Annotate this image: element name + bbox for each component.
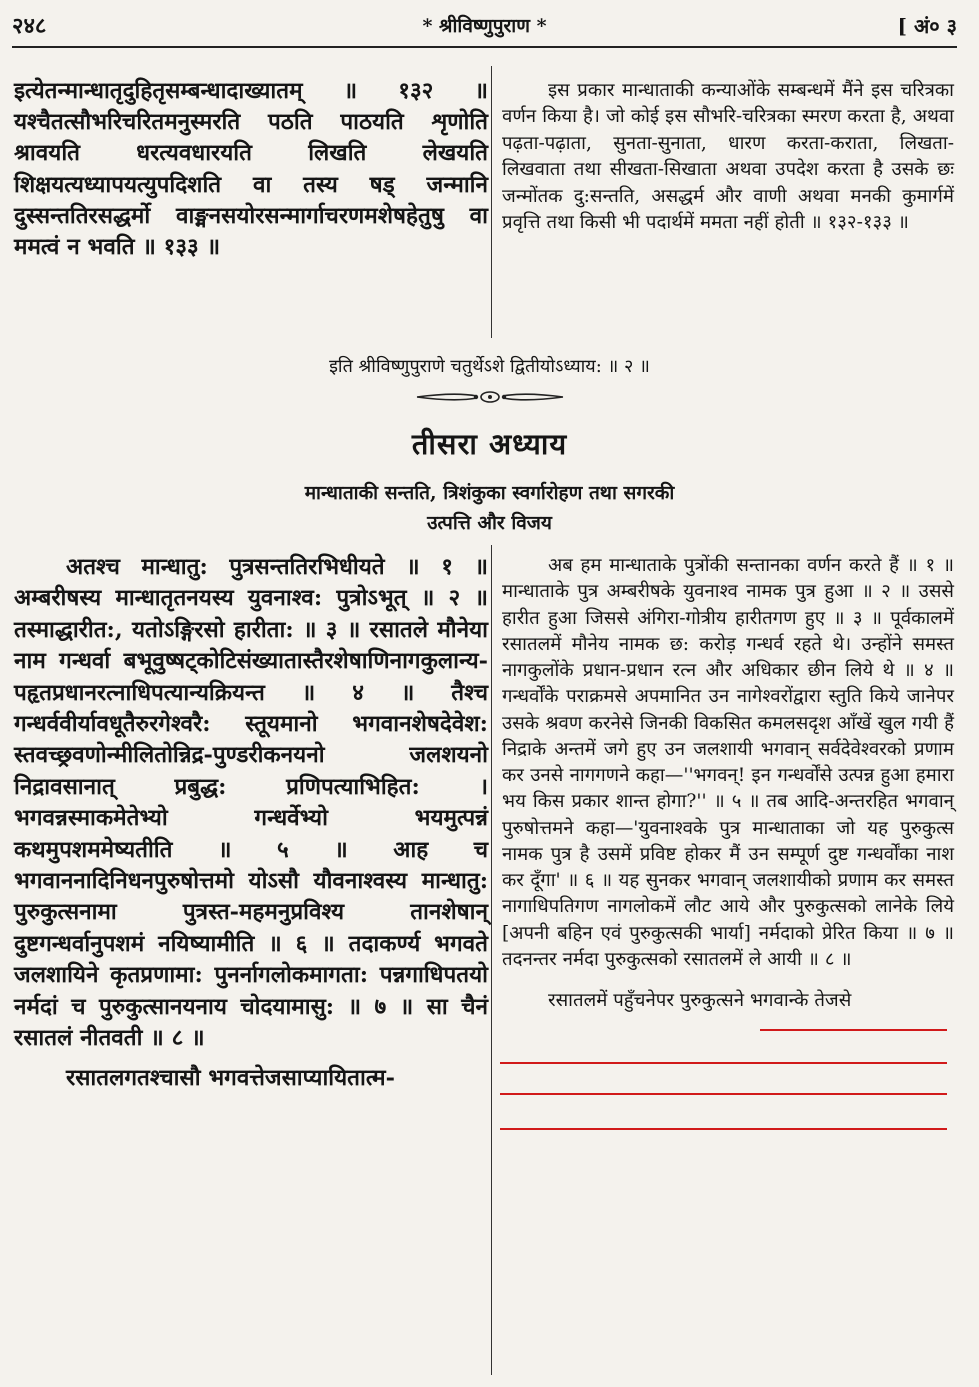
ornament-icon (415, 386, 565, 408)
chapter-subtitle-line1: मान्धाताकी सन्तति, त्रिशंकुका स्वर्गारोहण तथा सगरकी (304, 482, 675, 504)
red-underline-2 (500, 1062, 947, 1064)
ornament-divider (0, 386, 979, 412)
hindi-translation-1-8: अब हम मान्धाताके पुत्रोंकी सन्तानका वर्णन करते हैं ॥ १ ॥ मान्धाताके पुत्र अम्बरीषके युवनाश्व नामक पुत्र हुआ ॥ २ ॥ उससे हारीत हुआ जिससे अंगिरा-गोत्रीय हारीतगण हुए ॥ ३ ॥ पूर्वकालमें रसातलमें मौनेय नामक छ: करोड़ गन्धर्व रहते थे। उन्होंने समस्त नागकुलोंके प्रधान-प्रधान रत्न और अधिकार छीन लिये थे ॥ ४ ॥ गन्धर्वोंके पराक्रमसे अपमानित उन नागेश्वरोंद्वारा स्तुति किये जानेपर उसके श्रवण करनेसे जिनकी विकसित कमलसदृश आँखें खुल गयी हैं निद्राके अन्तमें जगे हुए उन जलशायी भगवान् सर्वदेवेश्वरको प्रणाम कर उनसे नागगणने कहा—''भगवन्! इन गन्धर्वोंसे उत्पन्न हुआ हमारा भय किस प्रकार शान्त होगा?'' ॥ ५ ॥ तब आदि-अन्तरहित भगवान् पुरुषोत्तमने कहा—'युवनाश्वके पुत्र मान्धाताका जो यह पुरुकुत्स नामक पुत्र है उसमें प्रविष्ट होकर मैं उन सम्पूर्ण दुष्ट गन्धर्वोंका नाश कर दूँगा' ॥ ६ ॥ यह सुनकर भगवान् जलशायीको प्रणाम कर समस्त नागाधिपतिगण नागलोकमें लौट आये और पुरुकुत्सको लानेके लिये [अपनी बहिन एवं पुरुकुत्सकी भार्या] नर्मदाको प्रेरित किया ॥ ७ ॥ तदनन्तर नर्मदा पुरुकुत्सको रसातलमें ले आयी ॥ ८ ॥ (502, 555, 955, 970)
page-header (12, 6, 957, 44)
page-number: २४८ (12, 13, 47, 39)
chapter-title: तीसरा अध्याय (411, 427, 568, 461)
sanskrit-column-2 (14, 552, 488, 1094)
header-rule (12, 46, 957, 48)
hindi-translation-132-133: इस प्रकार मान्धाताकी कन्याओंके सम्बन्धमें मैंने इस चरित्रका वर्णन किया है। जो कोई इस सौभरि-चरित्रका स्मरण करता है, अथवा पढ़ता-पढ़ाता, सुनता-सुनाता, धारण करता-कराता, लिखता-लिखवाता तथा सीखता-सिखाता अथवा उपदेश करता है उसके छः जन्मोंतक दु:सन्तति, असद्धर्म और वाणी अथवा मनकी कुमार्गमें प्रवृत्ति तथा किसी भी पदार्थमें ममता नहीं होती ॥ १३२-१३३ ॥ (502, 80, 954, 234)
red-underline-1 (760, 1029, 947, 1031)
hindi-column-2 (502, 553, 954, 1014)
sanskrit-verses-1-8: अतश्च मान्धातु: पुत्रसन्ततिरभिधीयते ॥ १ ॥ अम्बरीषस्य मान्धातृतनयस्य युवनाश्व: पुत्रोऽभूत् ॥ २ ॥ तस्माद्धारीत:, यतोऽङ्गिरसो हारीता: ॥ ३ ॥ रसातले मौनेया नाम गन्धर्वा बभूवुष्षट्कोटिसंख्यातास्तैरशेषाणिनागकुलान्य-पहृतप्रधानरत्नाधिपत्यान्यक्रियन्त ॥ ४ ॥ तैश्च गन्धर्ववीर्यावधूतैरुरगेश्वरै: स्तूयमानो भगवानशेषदेवेश: स्तवच्छ्रवणोन्मीलितोन्निद्र-पुण्डरीकनयनो जलशयनो निद्रावसानात् प्रबुद्ध: प्रणिपत्याभिहित: । भगवन्नस्माकमेतेभ्यो गन्धर्वेभ्यो भयमुत्पन्नं कथमुपशममेष्यतीति ॥ ५ ॥ आह च भगवाननादिनिधनपुरुषोत्तमो योऽसौ यौवनाश्वस्य मान्धातु: पुरुकुत्सनामा पुत्रस्त-महमनुप्रविश्य तानशेषान् दुष्टगन्धर्वानुपशमं नयिष्यामीति ॥ ६ ॥ तदाकर्ण्य भगवते जलशायिने कृतप्रणामा: पुनर्नागलोकमागता: पन्नगाधिपतयो नर्मदां च पुरुकुत्सानयनाय चोदयामासु: ॥ ७ ॥ सा चैनं रसातलं नीतवती ॥ ८ ॥ (14, 554, 488, 1052)
column-divider-1 (491, 66, 492, 338)
column-divider-2 (491, 545, 492, 1375)
chapter-colophon: इति श्रीविष्णुपुराणे चतुर्थेऽशे द्वितीयोऽध्याय: ॥ २ ॥ (329, 356, 650, 377)
red-underline-4 (500, 1128, 947, 1130)
sanskrit-column-1 (14, 76, 488, 263)
sanskrit-verse-9-start: रसातलगतश्चासौ भगवत्तेजसाप्यायितात्म- (66, 1064, 395, 1091)
running-title: * श्रीविष्णुपुराण * (422, 15, 547, 37)
sanskrit-verse-132-133: इत्येतन्मान्धातृदुहितृसम्बन्धादाख्यातम् ॥ १३२ ॥ यश्चैतत्सौभरिचरितमनुस्मरति पठति पाठयति शृणोति श्रावयति धरत्यवधारयति लिखति लेखयति शिक्षयत्यध्यापयत्युपदिशति वा तस्य षड् जन्मानि दुस्सन्ततिरसद्धर्मो वाङ्मनसयोरसन्मार्गाचरणमशेषहेतुषु वा ममत्वं न भवति ॥ १३३ ॥ (14, 78, 488, 261)
red-underline-3 (500, 1093, 947, 1095)
hindi-column-1 (502, 78, 954, 236)
chapter-subtitle-line2: उत्पत्ति और विजय (427, 512, 552, 534)
chapter-reference: [ अं० ३ (897, 14, 957, 38)
hindi-translation-9-start: रसातलमें पहुँचनेपर पुरुकुत्सने भगवान्के तेजसे (548, 990, 852, 1011)
